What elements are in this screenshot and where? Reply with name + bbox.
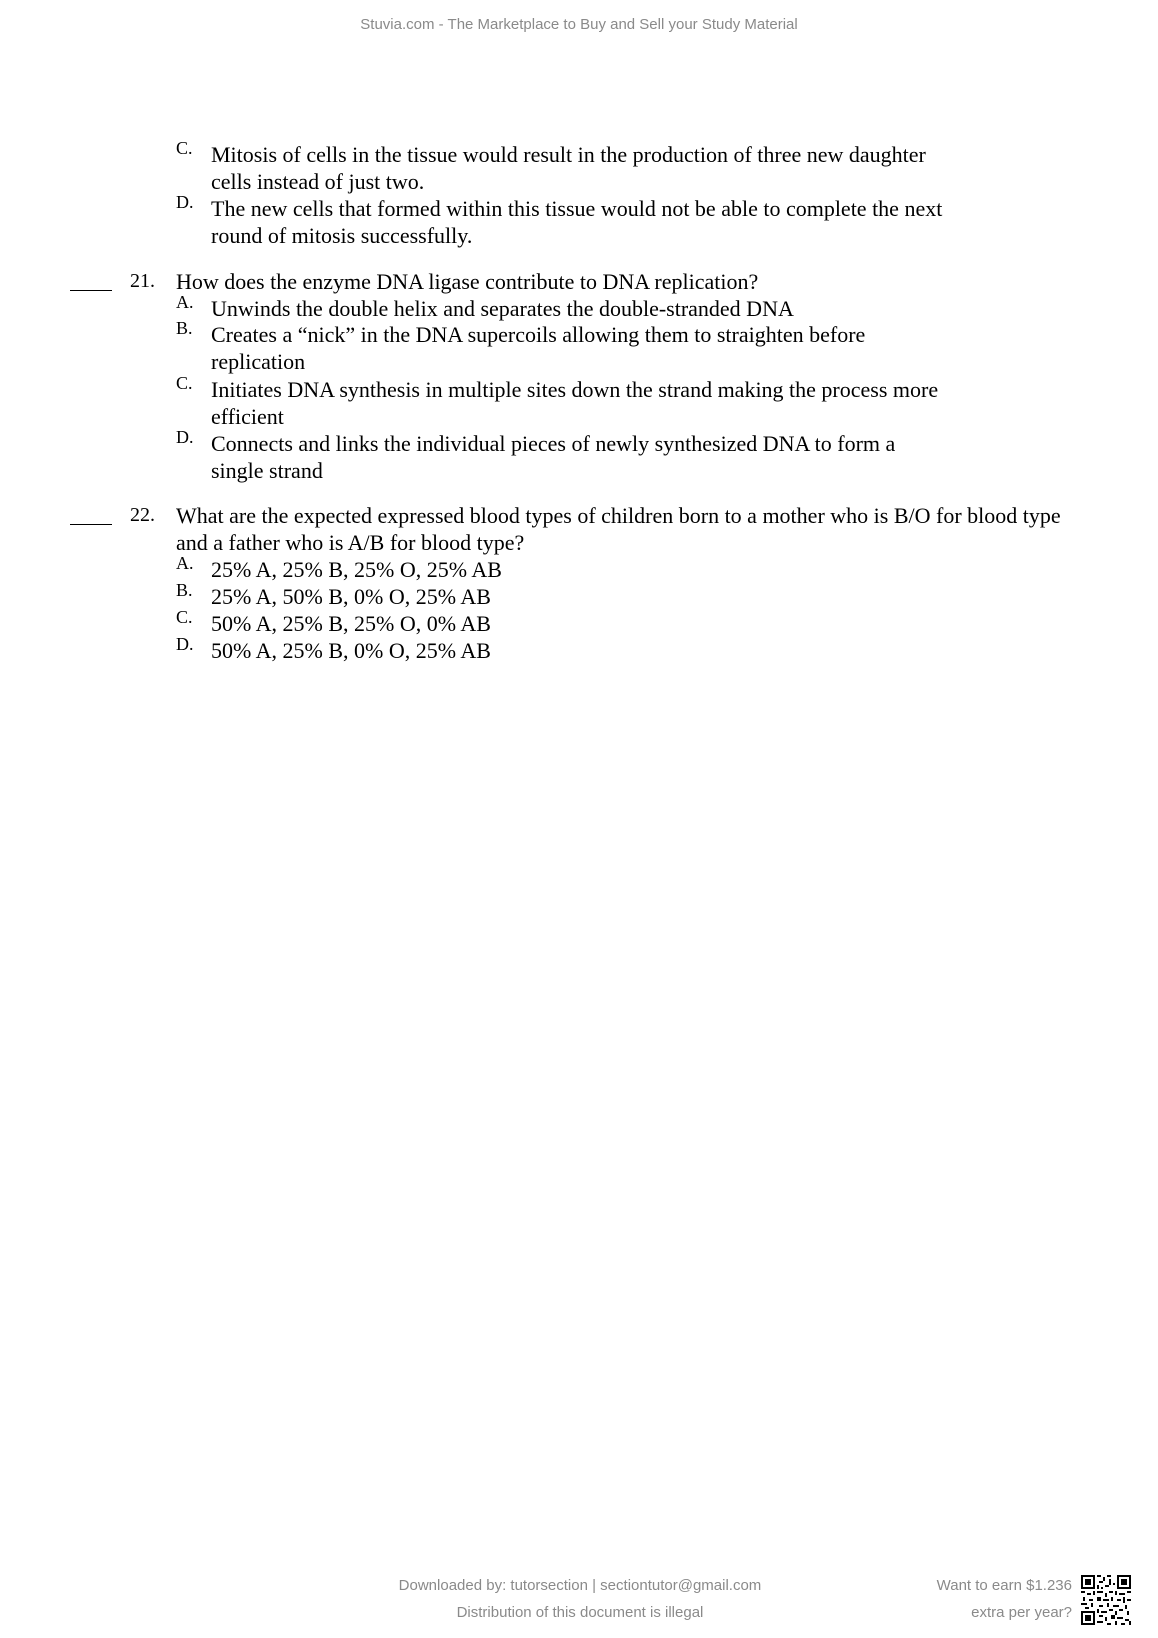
footer-distribution: Distribution of this document is illegal [456, 1604, 704, 1621]
question-stem: How does the enzyme DNA ligase contribute to DNA replication? [176, 269, 759, 294]
question-number: 21. [130, 270, 155, 292]
option-text-line: 25% A, 50% B, 0% O, 25% AB [211, 584, 491, 609]
option-text-line: efficient [211, 404, 284, 429]
option-text-line: Initiates DNA synthesis in multiple sites down the strand making the process more [211, 377, 939, 402]
option-letter: C. [176, 373, 193, 393]
option-text-line: cells instead of just two. [211, 169, 425, 194]
option-text-line: Connects and links the individual pieces of newly synthesized DNA to form a [211, 431, 896, 456]
option-text-line: replication [211, 349, 306, 374]
question-stem: and a father who is A/B for blood type? [176, 530, 525, 555]
option-letter: D. [176, 192, 194, 212]
option-text-line: 50% A, 25% B, 25% O, 0% AB [211, 611, 491, 636]
option-text-line: 50% A, 25% B, 0% O, 25% AB [211, 638, 491, 663]
answer-blank[interactable] [70, 290, 112, 291]
page-header: Stuvia.com - The Marketplace to Buy and Sell your Study Material [360, 16, 798, 33]
option-text-line: round of mitosis successfully. [211, 223, 473, 248]
option-letter: C. [176, 607, 193, 627]
footer-earn-line2[interactable]: extra per year? [971, 1604, 1072, 1621]
footer-earn-line1[interactable]: Want to earn $1.236 [936, 1577, 1072, 1594]
answer-blank[interactable] [70, 524, 112, 525]
option-text-line: Mitosis of cells in the tissue would result in the production of three new daughter [211, 142, 926, 167]
qr-code-icon[interactable] [1081, 1575, 1131, 1625]
option-text-line: single strand [211, 458, 323, 483]
option-letter: C. [176, 138, 193, 158]
question-stem: What are the expected expressed blood types of children born to a mother who is B/O for blood type [176, 503, 1061, 528]
option-letter: D. [176, 427, 194, 447]
question-number: 22. [130, 504, 155, 526]
option-letter: B. [176, 318, 193, 338]
option-letter: B. [176, 580, 193, 600]
option-text-line: 25% A, 25% B, 25% O, 25% AB [211, 557, 502, 582]
option-text-line: Unwinds the double helix and separates the double-stranded DNA [211, 296, 794, 321]
footer-downloaded-by: Downloaded by: tutorsection | sectiontutor@gmail.com [398, 1577, 762, 1594]
option-letter: A. [176, 292, 194, 312]
option-text-line: Creates a “nick” in the DNA supercoils allowing them to straighten before [211, 322, 866, 347]
option-text-line: The new cells that formed within this tissue would not be able to complete the next [211, 196, 943, 221]
option-letter: D. [176, 634, 194, 654]
option-letter: A. [176, 553, 194, 573]
